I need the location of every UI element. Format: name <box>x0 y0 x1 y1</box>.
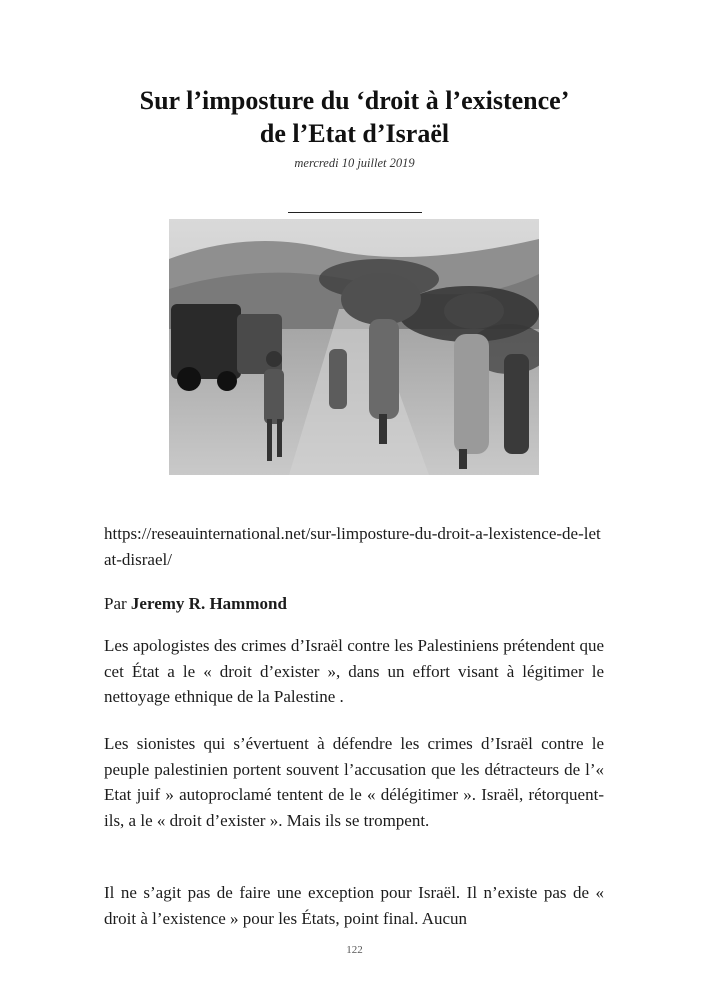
paragraph: Les apologistes des crimes d’Israël contre les Palestiniens prétendent que cet État a le « droit d’exister », dans un effort visant à légitimer le nettoyage ethnique de la Palestine . <box>104 636 604 706</box>
page-number: 122 <box>346 944 363 956</box>
byline <box>104 591 604 617</box>
source-url[interactable]: https://reseauinternational.net/sur-limposture-du-droit-a-lexistence-de-letat-disrael/ <box>104 524 601 569</box>
paragraph: Les sionistes qui s’évertuent à défendre les crimes d’Israël contre le peuple palestinien portent souvent l’accusation que les détracteurs de l’« Etat juif » autoproclamé tentent de le « délégitimer ». Israël, rétorquent-ils, a le « droit d’exister ». Mais ils se trompent. <box>104 734 604 830</box>
byline-prefix: Par <box>104 594 127 613</box>
author-name: Jeremy R. Hammond <box>130 594 287 613</box>
title-line-2: de l’Etat d’Israël <box>259 119 450 148</box>
article-title <box>60 84 649 150</box>
paragraph: Il ne s’agit pas de faire une exception pour Israël. Il n’existe pas de « droit à l’existence » pour les États, point final. Aucun <box>104 883 604 928</box>
article-photo <box>169 219 539 475</box>
title-divider <box>288 212 422 213</box>
article-date: mercredi 10 juillet 2019 <box>294 156 415 170</box>
title-line-1: Sur l’imposture du ‘droit à l’existence’ <box>139 86 570 115</box>
